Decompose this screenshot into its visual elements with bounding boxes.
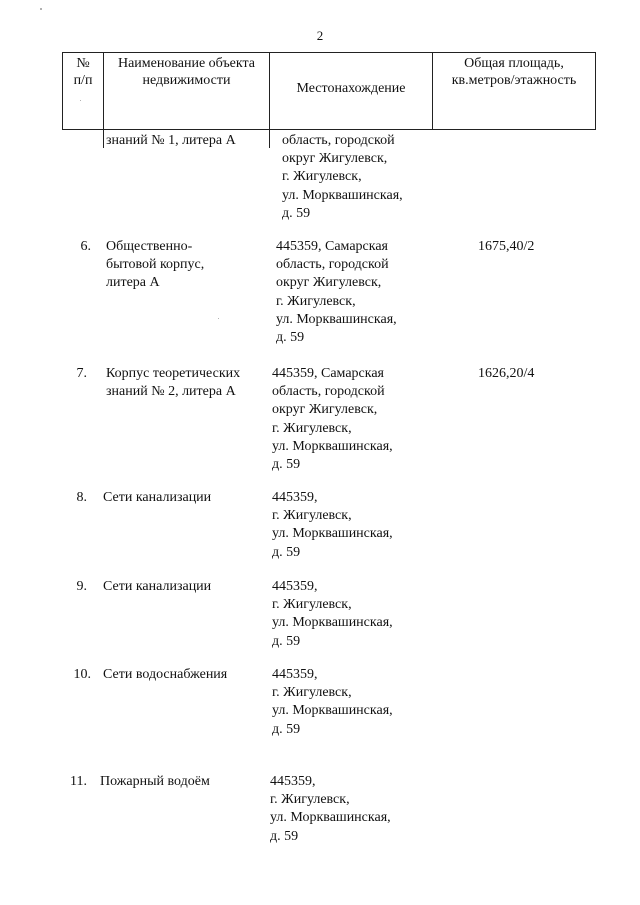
cell-area: 1675,40/2	[478, 239, 535, 254]
column-divider	[103, 128, 104, 148]
cell-area: 1626,20/4	[478, 366, 535, 381]
cell-name: Сети канализации	[103, 579, 212, 594]
cell-location: 445359, Самарская область, городской округ Жигулевск, г. Жигулевск, ул. Морквашинская, д. 59	[276, 239, 397, 346]
cell-name: Пожарный водоём	[100, 774, 210, 789]
header-area: Общая площадь, кв.метров/этажность	[433, 53, 596, 130]
cell-name: Корпус теоретических знаний № 2, литера А	[106, 366, 241, 400]
table-header	[62, 52, 596, 130]
header-num: № п/п	[63, 53, 104, 130]
column-divider	[269, 128, 270, 148]
header-location: Местонахождение	[270, 53, 433, 130]
cell-location: область, городской округ Жигулевск, г. Жигулевск, ул. Морквашинская, д. 59	[282, 133, 403, 221]
scan-speck	[40, 8, 42, 10]
cell-name: Сети канализации	[103, 490, 212, 505]
cell-num: 6.	[80, 239, 91, 254]
cell-name: Сети водоснабжения	[103, 667, 228, 682]
cell-name: Общественно- бытовой корпус, литера А	[106, 239, 205, 291]
cell-location: 445359, г. Жигулевск, ул. Морквашинская, д. 59	[272, 579, 393, 649]
scan-speck	[218, 318, 219, 319]
cell-location: 445359, Самарская область, городской округ Жигулевск, г. Жигулевск, ул. Морквашинская, д. 59	[272, 366, 393, 473]
scan-speck	[80, 100, 81, 101]
header-name: Наименование объекта недвижимости	[104, 53, 270, 130]
cell-location: 445359, г. Жигулевск, ул. Морквашинская, д. 59	[270, 774, 391, 844]
cell-name: знаний № 1, литера А	[106, 133, 236, 148]
page-number: 2	[316, 28, 324, 43]
cell-location: 445359, г. Жигулевск, ул. Морквашинская, д. 59	[272, 667, 393, 737]
cell-num: 11.	[70, 774, 87, 789]
cell-num: 7.	[76, 366, 87, 381]
cell-num: 10.	[73, 667, 91, 682]
cell-num: 8.	[76, 490, 87, 505]
cell-location: 445359, г. Жигулевск, ул. Морквашинская, д. 59	[272, 490, 393, 560]
cell-num: 9.	[76, 579, 87, 594]
